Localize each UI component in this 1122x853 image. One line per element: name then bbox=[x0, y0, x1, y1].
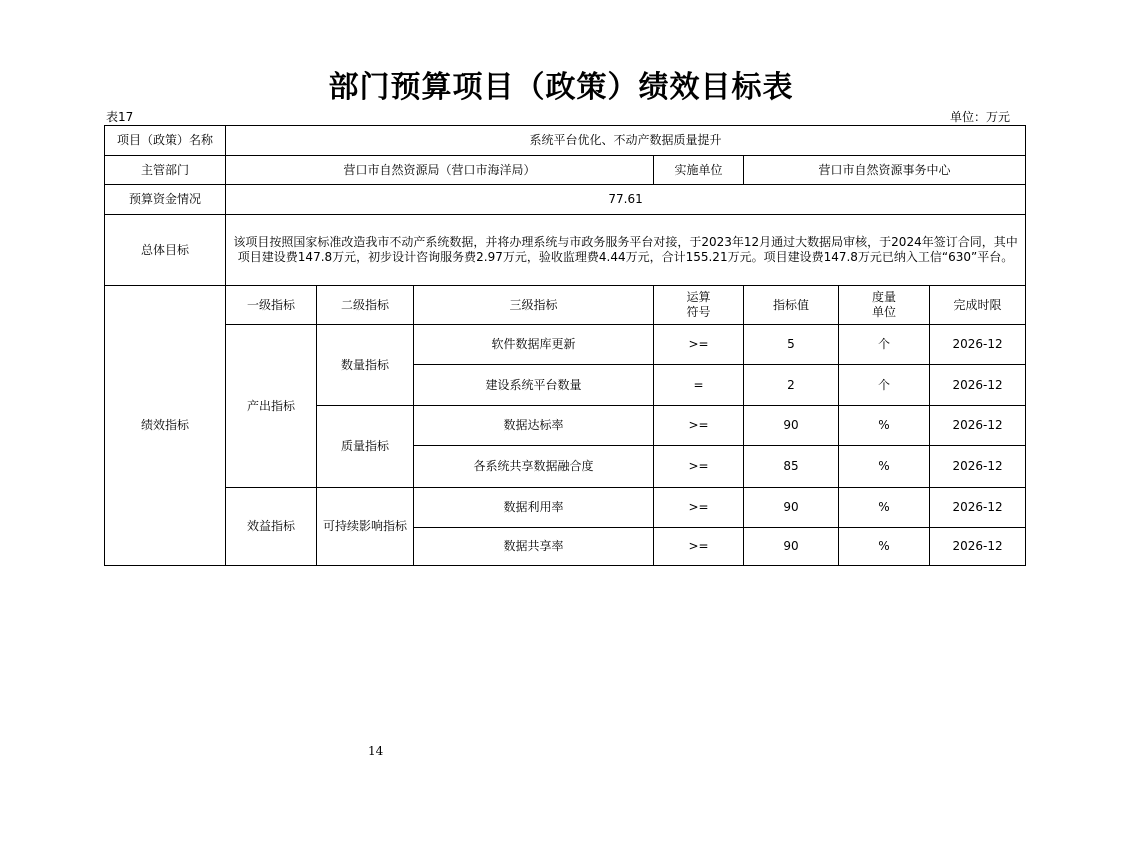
group-quantity: 数量指标 bbox=[317, 325, 414, 406]
indicator-unit: % bbox=[839, 488, 930, 528]
department-value: 营口市自然资源局（营口市海洋局） bbox=[226, 156, 654, 185]
indicator-value: 90 bbox=[744, 406, 839, 446]
indicator-unit: % bbox=[839, 446, 930, 488]
implementer-value: 营口市自然资源事务中心 bbox=[744, 156, 1026, 185]
indicator-value: 5 bbox=[744, 325, 839, 365]
overall-goal-value: 该项目按照国家标准改造我市不动产系统数据，并将办理系统与市政务服务平台对接，于2023年12月通过大数据局审核，于2024年签订合同，其中项目建设费147.8万元，初步设计咨询服务费2.97万元，验收监理费4.44万元，合计155.21万元。项目建设费147.8万元已纳入工信“630”平台。 bbox=[226, 215, 1026, 286]
indicator-value: 90 bbox=[744, 528, 839, 566]
group-quality: 质量指标 bbox=[317, 406, 414, 488]
header-deadline: 完成时限 bbox=[930, 286, 1026, 325]
header-level2: 二级指标 bbox=[317, 286, 414, 325]
header-unit bbox=[839, 286, 930, 325]
indicator-deadline: 2026-12 bbox=[930, 488, 1026, 528]
indicator-operator: >= bbox=[654, 528, 744, 566]
indicator-deadline: 2026-12 bbox=[930, 446, 1026, 488]
indicator-deadline: 2026-12 bbox=[930, 325, 1026, 365]
budget-row bbox=[105, 185, 1026, 215]
group-sustainable: 可持续影响指标 bbox=[317, 488, 414, 566]
indicator-operator: >= bbox=[654, 488, 744, 528]
indicator-unit: 个 bbox=[839, 325, 930, 365]
indicator-section-label: 绩效指标 bbox=[105, 286, 226, 566]
indicator-unit: % bbox=[839, 406, 930, 446]
indicator-deadline: 2026-12 bbox=[930, 365, 1026, 406]
header-operator-text: 运算符号 bbox=[686, 290, 711, 319]
header-value: 指标值 bbox=[744, 286, 839, 325]
overall-goal-label: 总体目标 bbox=[105, 215, 226, 286]
indicator-name: 数据共享率 bbox=[414, 528, 654, 566]
indicator-value: 2 bbox=[744, 365, 839, 406]
indicator-name: 数据利用率 bbox=[414, 488, 654, 528]
indicator-deadline: 2026-12 bbox=[930, 406, 1026, 446]
page-title: 部门预算项目（政策）绩效目标表 bbox=[328, 70, 794, 105]
indicator-name: 软件数据库更新 bbox=[414, 325, 654, 365]
page-number: 14 bbox=[368, 744, 384, 758]
budget-value: 77.61 bbox=[226, 185, 1026, 215]
department-label: 主管部门 bbox=[105, 156, 226, 185]
header-level1: 一级指标 bbox=[226, 286, 317, 325]
budget-label: 预算资金情况 bbox=[105, 185, 226, 215]
performance-target-table bbox=[104, 125, 1026, 566]
indicator-operator: >= bbox=[654, 446, 744, 488]
overall-goal-row bbox=[105, 215, 1026, 286]
table-row bbox=[105, 325, 1026, 365]
unit-label: 单位：万元 bbox=[950, 110, 1011, 124]
indicator-value: 90 bbox=[744, 488, 839, 528]
indicator-value: 85 bbox=[744, 446, 839, 488]
indicator-unit: % bbox=[839, 528, 930, 566]
indicator-unit: 个 bbox=[839, 365, 930, 406]
indicator-name: 各系统共享数据融合度 bbox=[414, 446, 654, 488]
indicator-operator: >= bbox=[654, 406, 744, 446]
indicator-name: 建设系统平台数量 bbox=[414, 365, 654, 406]
indicator-deadline: 2026-12 bbox=[930, 528, 1026, 566]
header-unit-text: 度量单位 bbox=[871, 290, 896, 319]
indicator-operator: >= bbox=[654, 325, 744, 365]
header-level3: 三级指标 bbox=[414, 286, 654, 325]
project-name-label: 项目（政策）名称 bbox=[105, 126, 226, 156]
project-name-row bbox=[105, 126, 1026, 156]
header-operator bbox=[654, 286, 744, 325]
table-number: 表17 bbox=[106, 110, 134, 124]
indicator-name: 数据达标率 bbox=[414, 406, 654, 446]
department-row bbox=[105, 156, 1026, 185]
indicator-operator: = bbox=[654, 365, 744, 406]
implementer-label: 实施单位 bbox=[654, 156, 744, 185]
project-name-value: 系统平台优化、不动产数据质量提升 bbox=[226, 126, 1026, 156]
indicator-header-row bbox=[105, 286, 1026, 325]
group-benefit: 效益指标 bbox=[226, 488, 317, 566]
group-output: 产出指标 bbox=[226, 325, 317, 488]
table-row bbox=[105, 488, 1026, 528]
